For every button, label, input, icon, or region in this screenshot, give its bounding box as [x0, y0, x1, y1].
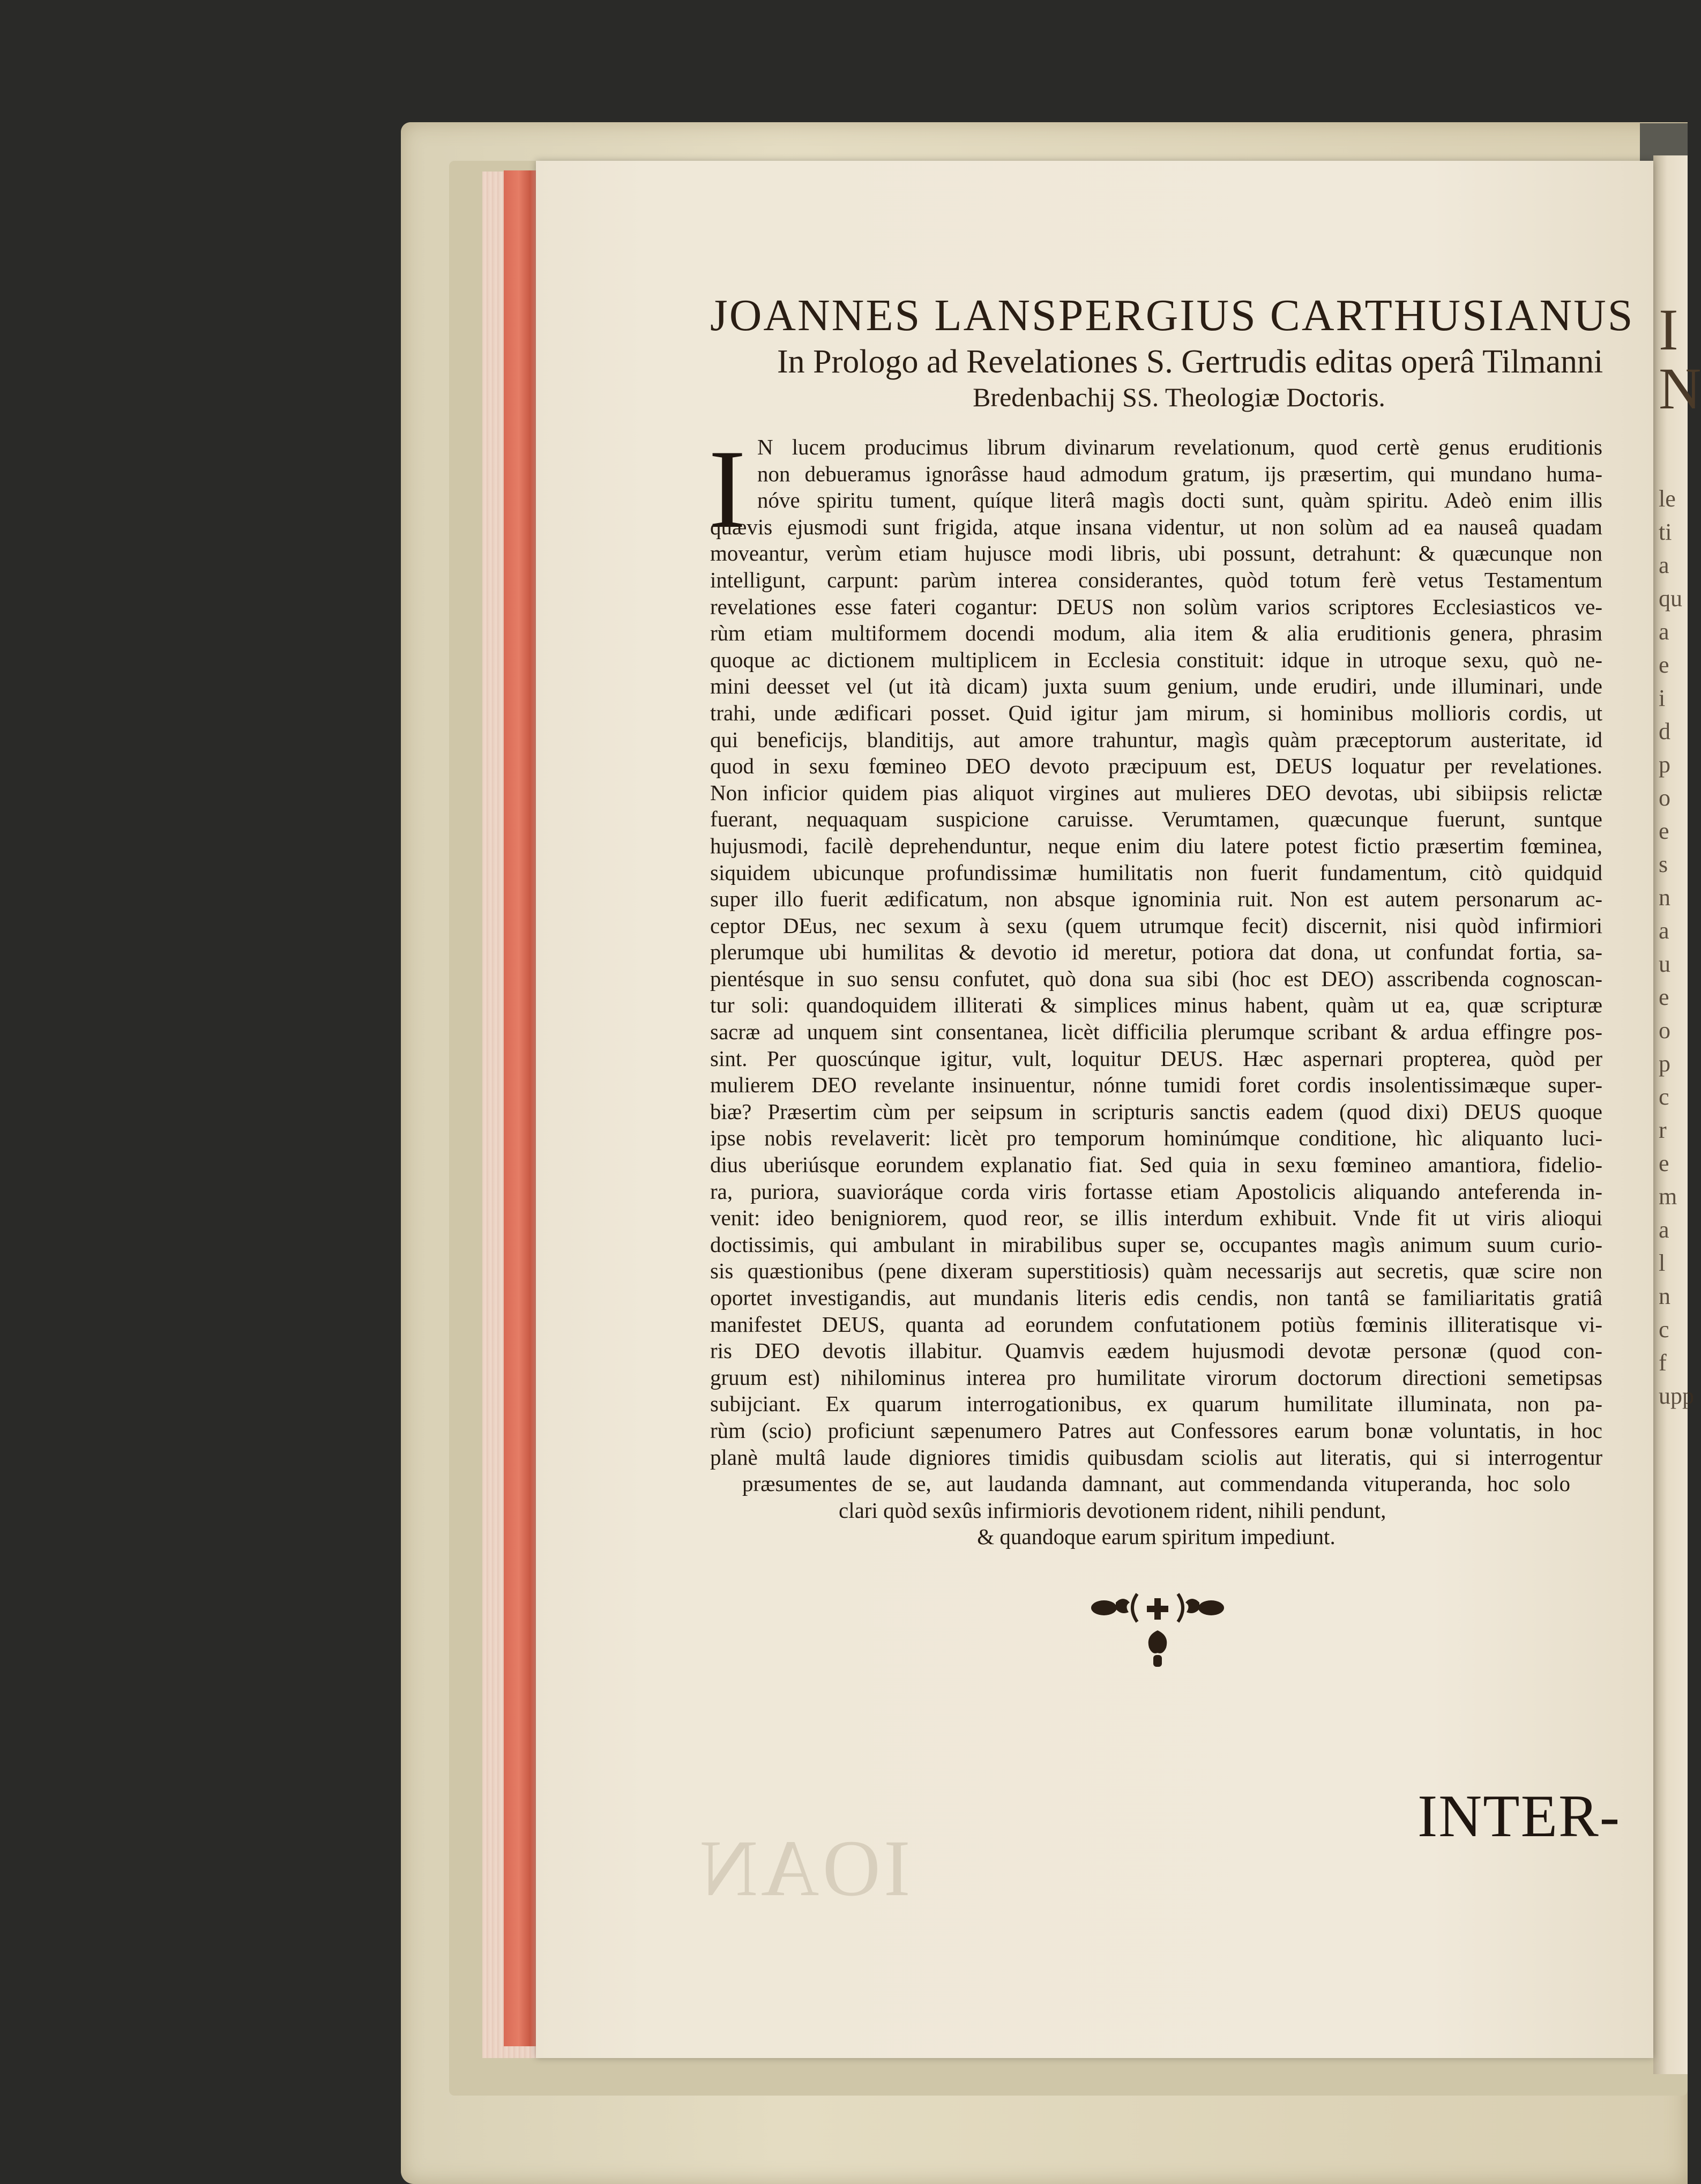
text-line: quoque ac dictionem multiplicem in Ecclesia constituit: idque in utroque sexu, quò ne- — [710, 647, 1602, 672]
text-line: sint. Per quoscúnque igitur, vult, loquitur DEUS. Hæc aspernari propterea, quòd per — [710, 1046, 1602, 1071]
text-line: intelligunt, carpunt: parùm interea considerantes, quòd totum ferè vetus Testamentum — [710, 567, 1602, 592]
text-line: ra, puriora, suavioráque corda viris fortasse etiam Apostolicis aliquando anteferenda in- — [710, 1179, 1602, 1204]
text-line: moveantur, verùm etiam hujusce modi libris, ubi possunt, detrahunt: & quæcunque non — [710, 541, 1602, 566]
page-subtitle-2: Bredenbachij SS. Theologiæ Doctoris. — [973, 382, 1385, 412]
facing-fragment: e — [1659, 652, 1669, 678]
text-line: trahi, unde ædificari posset. Quid igitur jam mirum, si hominibus mollioris cordis, ut — [710, 700, 1602, 725]
facing-fragment: f — [1659, 1350, 1667, 1376]
text-line: præsumentes de se, aut laudanda damnant, aut commendanda vituperanda, hoc solo — [742, 1471, 1570, 1496]
text-line: venit: ideo benigniorem, quod reor, se illis interdum exhibuit. Vnde fit ut viris alioqui — [710, 1205, 1602, 1231]
text-line: clari quòd sexûs infirmioris devotionem rident, nihili pendunt, — [839, 1497, 1386, 1523]
facing-fragment: p — [1659, 1050, 1670, 1077]
text-line: sacræ ad unquem sint consentanea, licèt difficilia plerumque scribant & ardua effingre pos- — [710, 1019, 1602, 1045]
facing-fragment: l — [1659, 1250, 1666, 1276]
facing-fragment: o — [1659, 1017, 1670, 1043]
text-line: rùm etiam multiformem docendi modum, alia item & alia eruditionis genera, phrasim — [710, 621, 1602, 646]
facing-fragment: d — [1659, 718, 1670, 744]
text-line: revelationes esse fateri cogantur: DEUS non solùm varios scriptores Ecclesiasticos ve- — [710, 594, 1602, 619]
facing-fragment: r — [1659, 1117, 1667, 1143]
text-line: ipse nobis revelaverit: licèt pro temporum hominúmque conditione, hìc aliquanto luci- — [710, 1125, 1602, 1151]
catchword: INTER- — [1418, 1783, 1621, 1850]
facing-fragment: ti — [1659, 519, 1672, 545]
text-line: qui beneficijs, blanditijs, aut amore trahuntur, magìs quàm præceptorum austeritate, id — [710, 727, 1602, 752]
text-line: hujusmodi, facilè deprehenduntur, neque enim diu latere potest fictio præsertim fœminea, — [710, 833, 1602, 858]
show-through-text: IOAN — [697, 1824, 911, 1913]
text-line: fuerant, nequaquam suspicione caruisse. Verumtamen, quæcunque fuerunt, suntque — [710, 807, 1602, 832]
page-subtitle: In Prologo ad Revelationes S. Gertrudis editas operâ Tilmanni — [777, 344, 1603, 380]
facing-fragment: m — [1659, 1183, 1677, 1210]
text-line: manifestet DEUS, quanta ad eorundem confutationem potiùs fœminis illiteratisque vi- — [710, 1311, 1602, 1337]
facing-fragment: a — [1659, 552, 1669, 578]
facing-fragment: c — [1659, 1084, 1669, 1110]
facing-fragment: upp — [1659, 1383, 1694, 1409]
text-line: siquidem ubicunque profundissimæ humilitatis non fuerit fundamentum, citò quidquid — [710, 860, 1602, 885]
page-title: JOANNES LANSPERGIUS CARTHUSIANUS — [710, 290, 1635, 340]
text-line: plerumque ubi humilitas & devotio id meretur, potiora dat dona, ut confundat fortia, sa- — [710, 940, 1602, 965]
text-line: dius uberiúsque eorundem explanatio fiat. Sed quia in sexu fœmineo amantiora, fidelio- — [710, 1152, 1602, 1177]
text-line: mulierem DEO revelante insinuentur, nónne tumidi foret cordis insolentissimæque super- — [710, 1072, 1602, 1098]
text-line: Non inficior quidem pias aliquot virgines aut mulieres DEO devotas, ubi sibiipsis relictæ — [710, 780, 1602, 805]
facing-fragment: s — [1659, 851, 1668, 877]
facing-fragment: e — [1659, 818, 1669, 844]
text-line: super illo fuerit ædificatum, non absque ignominia ruit. Non est autem personarum ac- — [710, 886, 1602, 912]
text-line: biæ? Præsertim cùm per seipsum in scripturis sanctis eadem (quod dixi) DEUS quoque — [710, 1099, 1602, 1124]
facing-fragment: o — [1659, 785, 1670, 811]
text-line: pientésque in suo sensu confutet, quò dona sua sibi (hoc est DEO) asscribenda cognoscan- — [710, 966, 1602, 991]
text-line: N lucem producimus librum divinarum revelationum, quod certè genus eruditionis — [757, 435, 1602, 459]
text-line: ris DEO devotis illabitur. Quamvis eædem hujusmodi devotæ personæ (quod con- — [710, 1338, 1602, 1363]
facing-fragment: i — [1659, 685, 1666, 711]
text-line: tur soli: quandoquidem illiterati & simplices minus habent, quàm ut ea, quæ scripturæ — [710, 993, 1602, 1018]
facing-fragment: a — [1659, 1217, 1669, 1243]
facing-fragment: e — [1659, 984, 1669, 1010]
text-line: ceptor DEus, nec sexum à sexu (quem utrumque fecit) discernit, nisi quòd infirmiori — [710, 913, 1602, 938]
text-line: doctissimis, qui ambulant in mirabilibus super se, occupantes magìs animum suum curio- — [710, 1232, 1602, 1257]
facing-page-fragments — [1659, 482, 1694, 1413]
facing-fragment: qu — [1659, 585, 1682, 612]
facing-fragment: c — [1659, 1316, 1669, 1343]
text-line: rùm (scio) proficiunt sæpenumero Patres aut Confessores earum bonæ voluntatis, in hoc — [710, 1418, 1602, 1443]
facing-page-heading: I N — [1659, 297, 1701, 421]
text-line: gruum est) nihilominus interea pro humilitate virorum doctorum directioni semetipsas — [710, 1365, 1602, 1390]
facing-fragment: le — [1659, 486, 1676, 512]
facing-fragment: u — [1659, 951, 1670, 977]
text-line: & quandoque earum spiritum impediunt. — [977, 1524, 1336, 1549]
text-line: sis quæstionibus (pene dixeram superstitiosis) quàm necessarijs aut secretis, quæ scire non — [710, 1258, 1602, 1284]
facing-fragment: a — [1659, 918, 1669, 944]
text-line: quod in sexu fœmineo DEO devoto præcipuum est, DEUS loquatur per revelationes. — [710, 754, 1602, 779]
text-line: subijciant. Ex quarum interrogationibus, ex quarum humilitate illuminata, non pa- — [710, 1391, 1602, 1417]
facing-fragment: p — [1659, 751, 1670, 778]
facing-fragment: n — [1659, 1283, 1670, 1309]
facing-fragment: n — [1659, 884, 1670, 911]
facing-fragment: a — [1659, 618, 1669, 645]
text-line: quævis ejusmodi sunt frigida, atque insana videntur, ut non solùm ad ea nauseâ quadam — [710, 514, 1602, 539]
text-line: mini deesset vel (ut ità dicam) juxta suum genium, unde erudiri, unde illuminari, unde — [710, 674, 1602, 699]
printer-ornament — [1083, 1586, 1233, 1672]
drop-cap: I — [708, 427, 746, 551]
text-line: non debueramus ignorâsse haud admodum gratum, ijs præsertim, qui mundano huma- — [757, 461, 1602, 486]
body-text — [708, 427, 1602, 1551]
facing-fragment: e — [1659, 1150, 1669, 1176]
text-line: planè multâ laude digniores timidis quibusdam sciolis aut literatis, qui si interrogentur — [710, 1444, 1602, 1470]
text-line: nóve spiritu tument, quíque literâ magìs docti sunt, quàm spiritu. Adeò enim illis — [757, 488, 1602, 513]
text-line: oportet investigandis, aut mundanis literis edis cendis, non tantâ se familiaritatis gratiâ — [710, 1285, 1602, 1310]
